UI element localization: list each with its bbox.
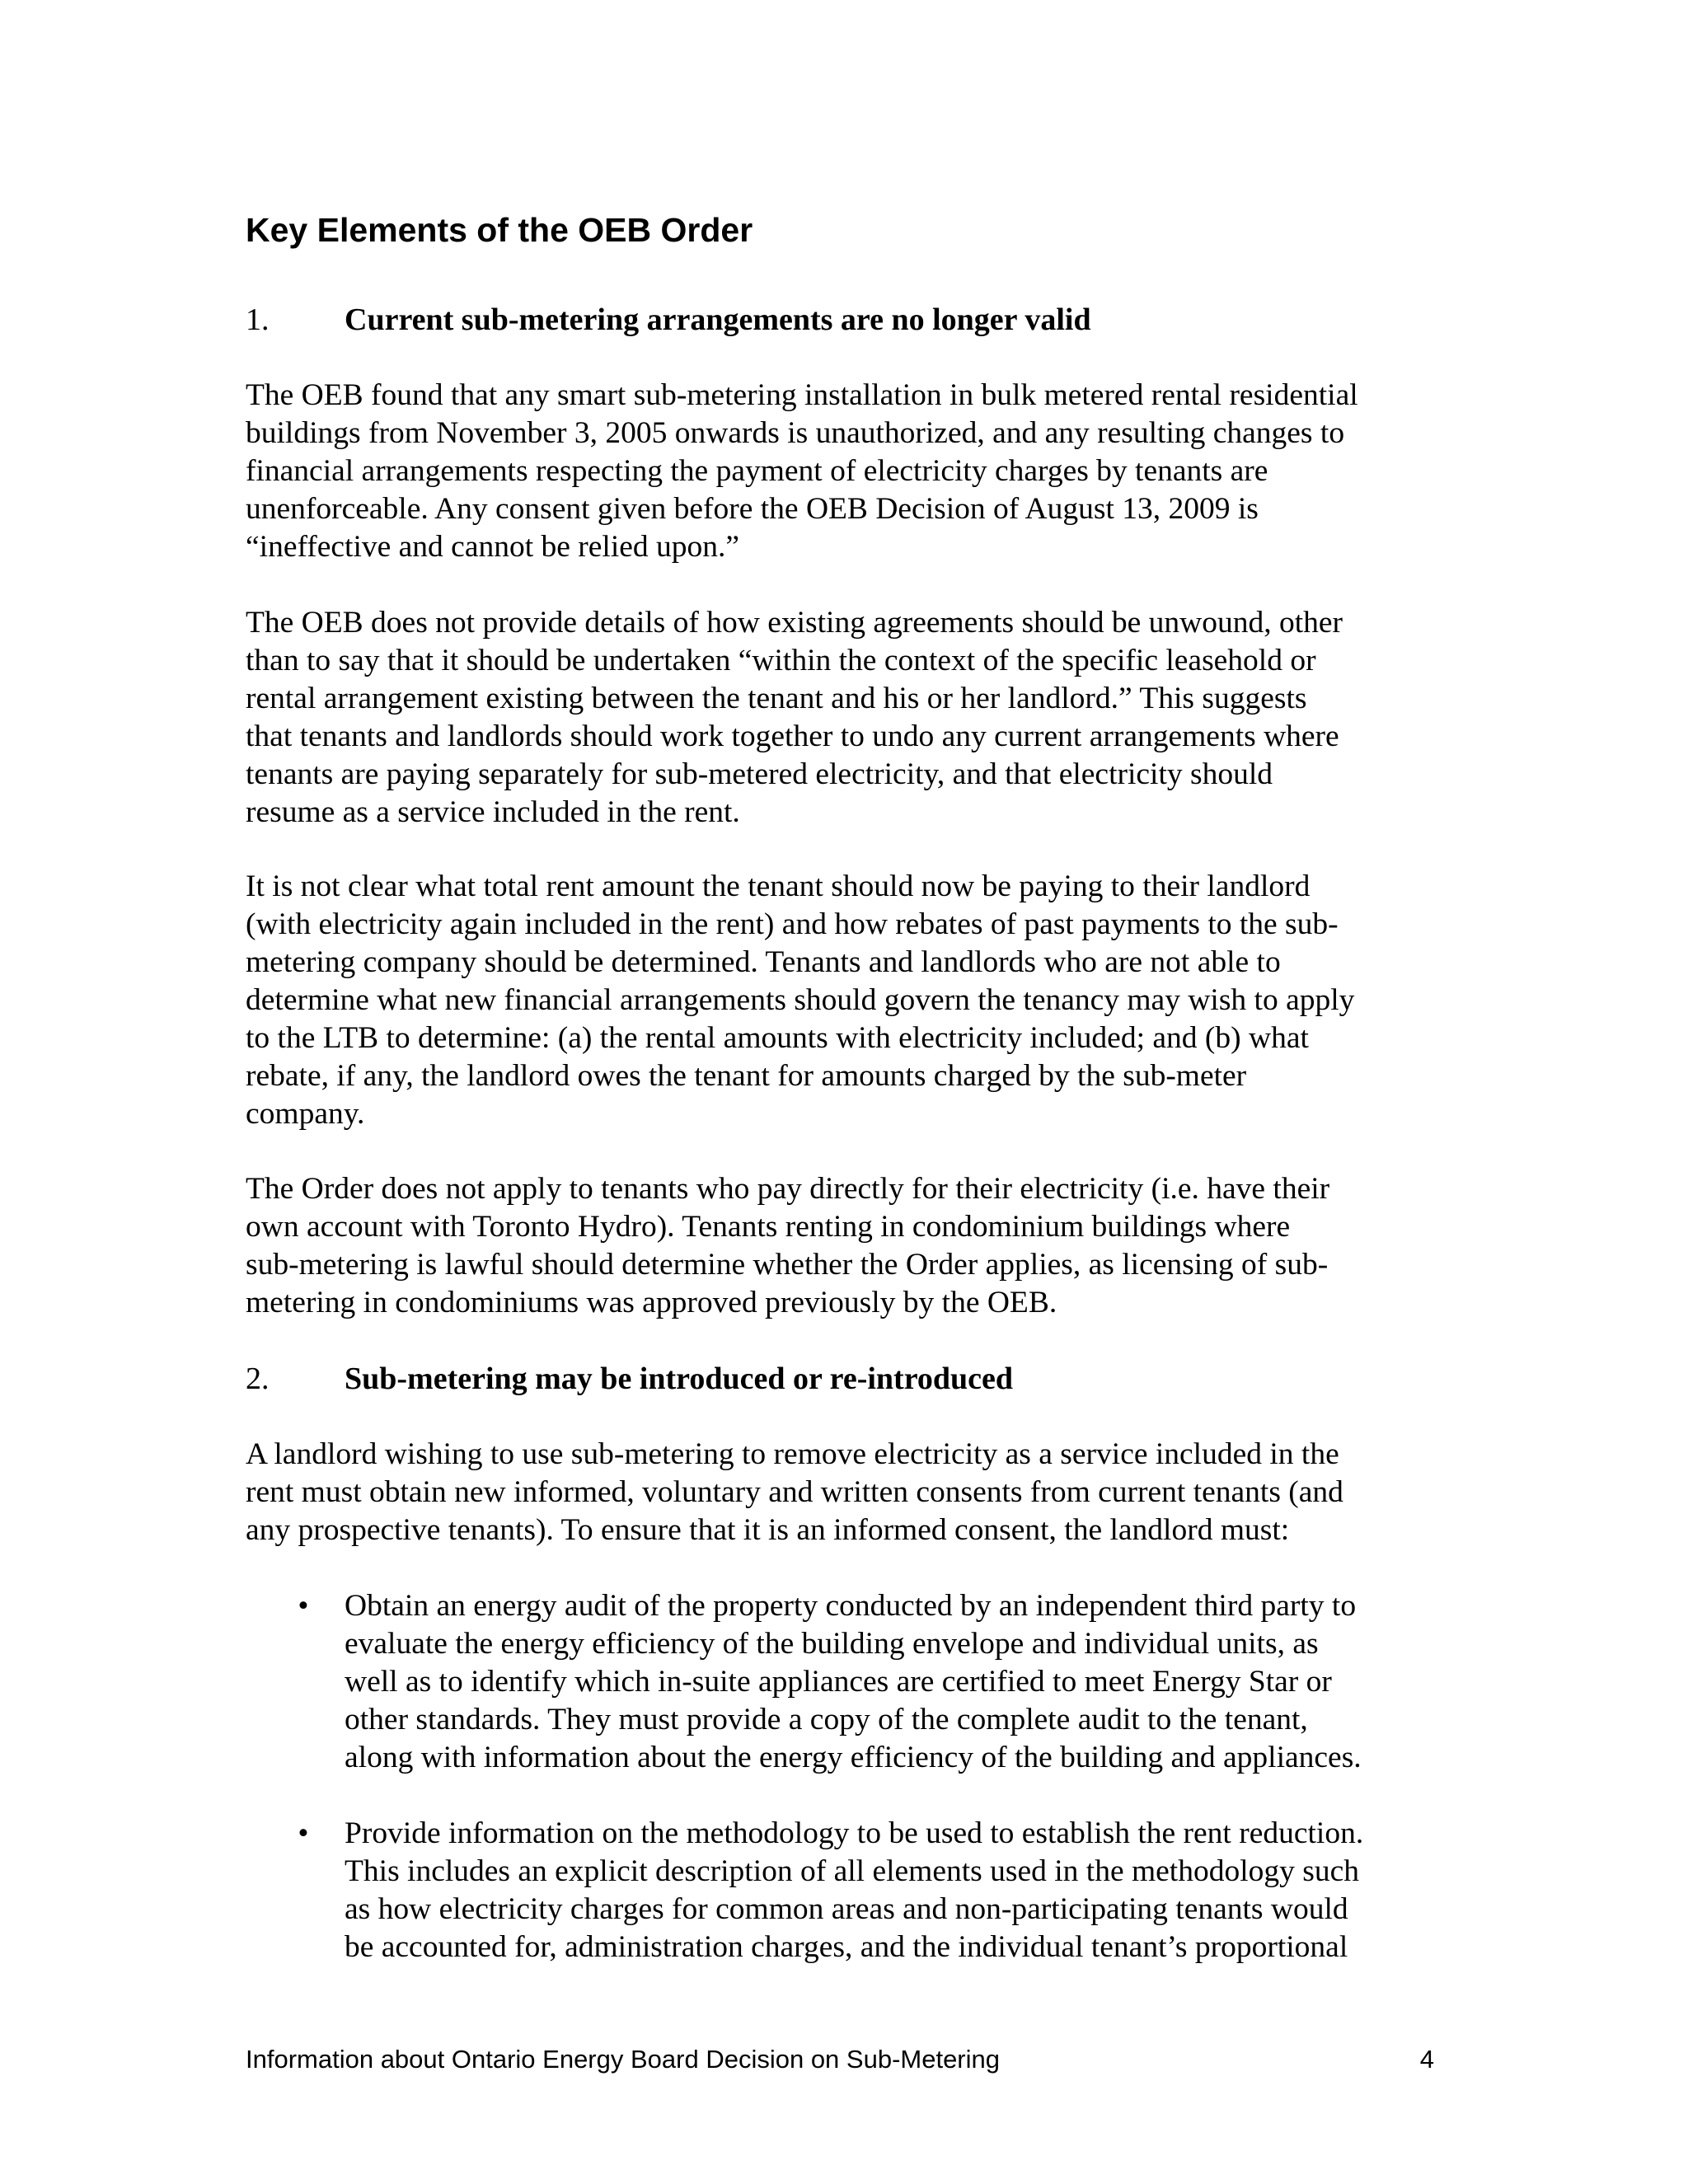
bullet-line: well as to identify which in-suite appliances are certified to meet Energy Star or xyxy=(345,1665,1332,1699)
paragraph-line: determine what new financial arrangements should govern the tenancy may wish to apply xyxy=(246,983,1355,1017)
bullet-line: Obtain an energy audit of the property conducted by an independent third party to xyxy=(345,1589,1357,1623)
paragraph-line: to the LTB to determine: (a) the rental amounts with electricity included; and (b) what xyxy=(246,1021,1309,1055)
paragraph-line: financial arrangements respecting the payment of electricity charges by tenants are xyxy=(246,454,1268,488)
paragraph-line: tenants are paying separately for sub-metered electricity, and that electricity should xyxy=(246,757,1273,791)
paragraph-line: that tenants and landlords should work together to undo any current arrangements where xyxy=(246,719,1339,753)
paragraph-line: The Order does not apply to tenants who pay directly for their electricity (i.e. have their xyxy=(246,1172,1330,1206)
page-number: 4 xyxy=(1419,2045,1434,2074)
bullet-line: evaluate the energy efficiency of the building envelope and individual units, as xyxy=(345,1627,1319,1661)
bullet-line: be accounted for, administration charges, and the individual tenant’s proportional xyxy=(345,1930,1348,1964)
paragraph-line: any prospective tenants). To ensure that it is an informed consent, the landlord must: xyxy=(246,1513,1290,1547)
section-1-number: 1. xyxy=(246,302,270,337)
footer-title: Information about Ontario Energy Board Decision on Sub-Metering xyxy=(246,2045,1000,2074)
paragraph-line: It is not clear what total rent amount the tenant should now be paying to their landlord xyxy=(246,869,1311,903)
bullet-icon: • xyxy=(298,1816,309,1850)
paragraph-line: (with electricity again included in the rent) and how rebates of past payments to the sub- xyxy=(246,907,1339,941)
paragraph-1 xyxy=(246,377,1465,566)
paragraph-line: company. xyxy=(246,1097,365,1131)
bullet-line: along with information about the energy efficiency of the building and appliances. xyxy=(345,1741,1362,1774)
paragraph-line: own account with Toronto Hydro). Tenants renting in condominium buildings where xyxy=(246,1210,1291,1244)
section-2-title xyxy=(246,1360,1013,1398)
paragraph-4 xyxy=(246,1170,1465,1322)
bullet-line: This includes an explicit description of all elements used in the methodology such xyxy=(345,1854,1359,1888)
paragraph-line: A landlord wishing to use sub-metering to remove electricity as a service included in the xyxy=(246,1437,1339,1471)
paragraph-3 xyxy=(246,868,1465,1133)
paragraph-2 xyxy=(246,604,1465,832)
paragraph-line: rent must obtain new informed, voluntary and written consents from current tenants (and xyxy=(246,1475,1343,1509)
paragraph-line: “ineffective and cannot be relied upon.” xyxy=(246,530,740,564)
paragraph-line: buildings from November 3, 2005 onwards is unauthorized, and any resulting changes to xyxy=(246,416,1345,450)
paragraph-line: The OEB found that any smart sub-metering installation in bulk metered rental residential xyxy=(246,378,1358,412)
paragraph-line: rental arrangement existing between the tenant and his or her landlord.” This suggests xyxy=(246,682,1307,715)
paragraph-line: resume as a service included in the rent. xyxy=(246,795,740,829)
paragraph-line: sub-metering is lawful should determine whether the Order applies, as licensing of sub- xyxy=(246,1248,1329,1282)
section-2-number: 2. xyxy=(246,1361,270,1396)
paragraph-line: than to say that it should be undertaken “within the context of the specific leasehold or xyxy=(246,644,1316,677)
section-2-heading: Sub-metering may be introduced or re-introduced xyxy=(345,1361,1014,1396)
paragraph-line: unenforceable. Any consent given before the OEB Decision of August 13, 2009 is xyxy=(246,492,1259,526)
bullet-line: other standards. They must provide a copy of the complete audit to the tenant, xyxy=(345,1703,1308,1736)
section-1-heading: Current sub-metering arrangements are no longer valid xyxy=(345,302,1091,337)
bullet-icon: • xyxy=(298,1589,309,1623)
section-1-title xyxy=(246,301,1091,339)
bullet-line: Provide information on the methodology to be used to establish the rent reduction. xyxy=(345,1816,1364,1850)
page-heading: Key Elements of the OEB Order xyxy=(246,211,753,249)
paragraph-line: rebate, if any, the landlord owes the tenant for amounts charged by the sub-meter xyxy=(246,1059,1247,1093)
paragraph-line: The OEB does not provide details of how existing agreements should be unwound, other xyxy=(246,606,1343,640)
paragraph-line: metering in condominiums was approved previously by the OEB. xyxy=(246,1286,1057,1319)
bullet-text xyxy=(345,1587,1482,1777)
bullet-line: as how electricity charges for common areas and non-participating tenants would xyxy=(345,1892,1348,1926)
bullet-text xyxy=(345,1815,1482,1966)
paragraph-line: metering company should be determined. Tenants and landlords who are not able to xyxy=(246,945,1281,979)
paragraph-5 xyxy=(246,1436,1465,1549)
